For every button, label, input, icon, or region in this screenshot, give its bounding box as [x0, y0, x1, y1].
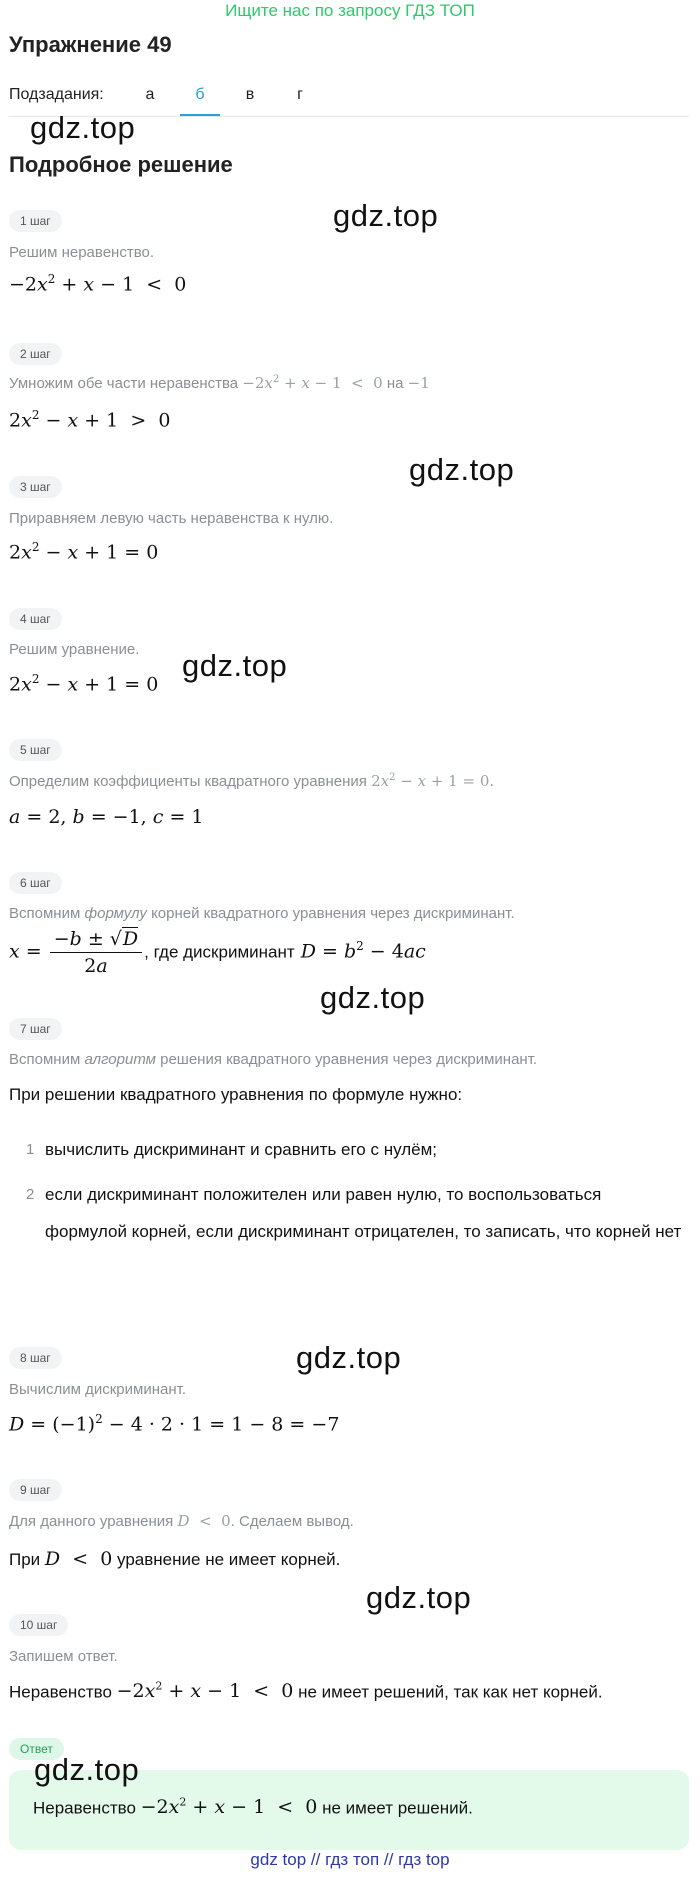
step-badge: 10 шаг — [9, 1614, 68, 1636]
tab-b[interactable]: б — [195, 86, 205, 103]
step-conclusion: При D < 0 уравнение не имеет корней. — [9, 1548, 341, 1570]
watermark: gdz.top — [30, 110, 136, 145]
watermark: gdz.top — [366, 1580, 472, 1615]
watermark: gdz.top — [34, 1752, 140, 1787]
list-number: 2 — [26, 1186, 35, 1203]
tab-v[interactable]: в — [245, 86, 255, 103]
list-number: 1 — [26, 1141, 35, 1158]
footer-links[interactable]: gdz top // гдз топ // гдз top — [250, 1850, 450, 1869]
step-badge: 6 шаг — [9, 872, 62, 894]
step-badge: 8 шаг — [9, 1347, 62, 1369]
step-formula: a = 2, b = −1, c = 1 — [9, 806, 204, 828]
answer-text: Неравенство $-2x^2 + x - 1 < 0$ не имеет решений. — [33, 1796, 473, 1819]
watermark: gdz.top — [296, 1340, 402, 1375]
step-description: Приравняем левую часть неравенства к нулю. — [9, 510, 334, 527]
subtasks-label: Подзадания: — [9, 86, 104, 103]
list-item: вычислить дискриминант и сравнить его с нулём; — [45, 1140, 438, 1159]
algorithm-intro: При решении квадратного уравнения по формуле нужно: — [9, 1085, 463, 1104]
step-badge: 3 шаг — [9, 476, 62, 498]
watermark: gdz.top — [333, 198, 439, 233]
promo-banner[interactable]: Ищите нас по запросу ГДЗ ТОП — [225, 1, 475, 20]
quadratic-formula: x = $\frac{-b \pm √D}{2a}$ , где дискриминант $D = b^2 - 4ac$ — [9, 928, 426, 977]
step-description: Вспомним формулу корней квадратного уравнения через дискриминант. — [9, 905, 515, 922]
step-description: Вычислим дискриминант. — [9, 1381, 186, 1398]
watermark: gdz.top — [409, 452, 515, 487]
step-description: Для данного уравнения D < 0. Сделаем вывод. — [9, 1512, 354, 1530]
step-description: Решим неравенство. — [9, 244, 154, 261]
step-badge: 5 шаг — [9, 739, 62, 761]
step-badge: 1 шаг — [9, 210, 62, 232]
tab-a[interactable]: а — [145, 86, 155, 103]
step-formula: $2x^2 - x + 1 = 0$ — [9, 672, 159, 696]
step-description: Определим коэффициенты квадратного уравнения $2x^2 - x + 1 = 0$. — [9, 772, 495, 790]
watermark: gdz.top — [320, 980, 426, 1015]
step-badge: 7 шаг — [9, 1018, 62, 1040]
step-formula: $D = (-1)^2 - 4 \cdot 2 \cdot 1 = 1 - 8 = -7$ — [9, 1412, 340, 1436]
step-description: Вспомним алгоритм решения квадратного уравнения через дискриминант. — [9, 1051, 538, 1068]
step-badge: 2 шаг — [9, 343, 62, 365]
step-conclusion: Неравенство $-2x^2 + x - 1 < 0$ не имеет решений, так как нет корней. — [9, 1680, 603, 1703]
step-formula: $2x^2 - x + 1 > 0$ — [9, 408, 171, 432]
step-formula: $-2x^2 + x - 1 < 0$ — [9, 272, 187, 296]
tab-g[interactable]: г — [297, 86, 303, 103]
step-badge: 9 шаг — [9, 1479, 62, 1501]
step-description: Запишем ответ. — [9, 1648, 118, 1665]
step-badge: 4 шаг — [9, 608, 62, 630]
page-title: Упражнение 49 — [9, 32, 172, 57]
step-description: Решим уравнение. — [9, 641, 140, 658]
step-description: Умножим обе части неравенства $-2x^2 + x - 1 < 0$ на −1 — [9, 374, 430, 392]
list-item: если дискриминант положителен или равен нулю, то воспользоваться формулой корней, если дискриминант отрицателен, то записать, что корней нет — [45, 1185, 682, 1241]
section-title: Подробное решение — [9, 152, 233, 177]
step-formula: $2x^2 - x + 1 = 0$ — [9, 540, 159, 564]
answer-badge: Ответ — [9, 1738, 64, 1760]
watermark: gdz.top — [182, 648, 288, 683]
